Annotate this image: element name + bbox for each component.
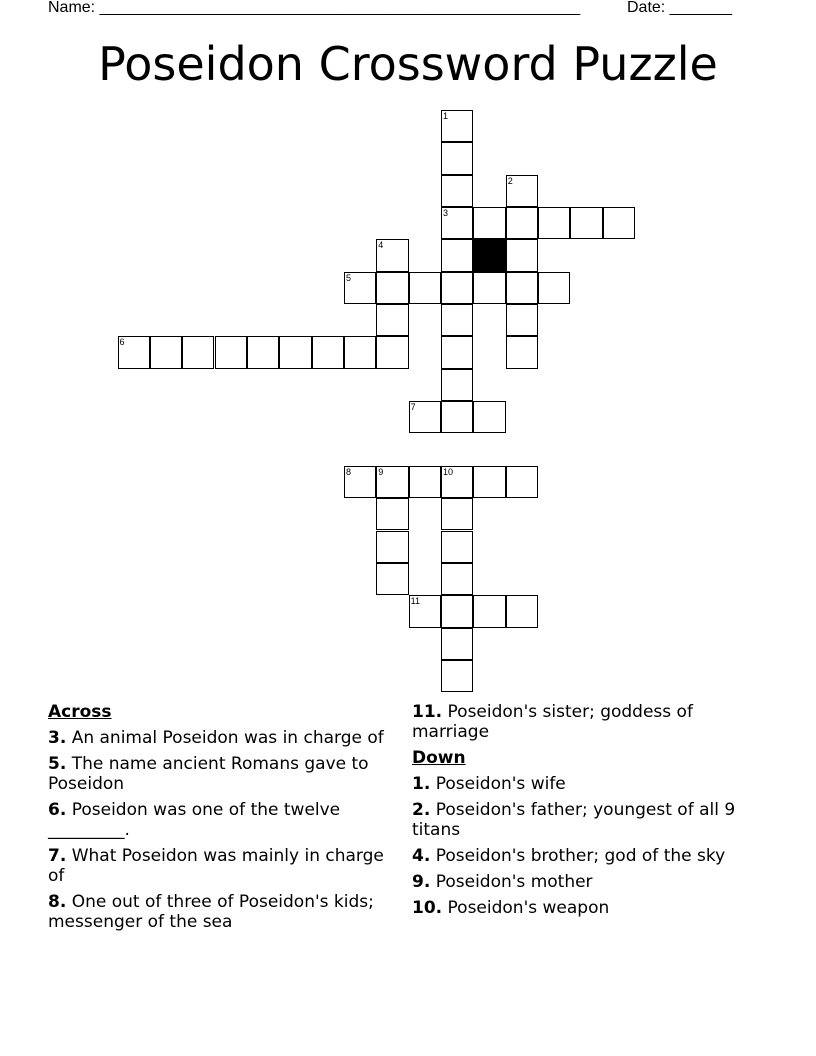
page-title: Poseidon Crossword Puzzle <box>98 37 718 91</box>
grid-cell[interactable] <box>441 531 473 563</box>
grid-cell[interactable] <box>441 207 473 239</box>
grid-cell[interactable] <box>376 498 408 530</box>
grid-cell[interactable] <box>538 207 570 239</box>
grid-cell[interactable] <box>506 336 538 368</box>
grid-cell[interactable] <box>441 142 473 174</box>
grid-cell[interactable] <box>506 272 538 304</box>
clue-number-label: 4 <box>378 240 384 251</box>
down-clue-1 <box>412 774 742 794</box>
grid-cell[interactable] <box>441 401 473 433</box>
across-heading: Across <box>48 702 112 722</box>
grid-cell[interactable] <box>506 239 538 271</box>
grid-cell[interactable] <box>603 207 635 239</box>
grid-cell[interactable] <box>441 628 473 660</box>
grid-cell[interactable] <box>344 466 376 498</box>
clue-number: 8. <box>48 892 67 912</box>
clue-number-label: 6 <box>119 337 125 348</box>
clue-number-label: 2 <box>507 175 513 186</box>
grid-cell[interactable] <box>506 175 538 207</box>
down-clue-2 <box>412 800 742 840</box>
grid-cell[interactable] <box>409 595 441 627</box>
grid-cell[interactable] <box>376 239 408 271</box>
grid-cell[interactable] <box>473 401 505 433</box>
down-clue-9 <box>412 872 742 892</box>
grid-cell[interactable] <box>441 466 473 498</box>
grid-cell[interactable] <box>441 336 473 368</box>
across-clue-3 <box>48 728 388 748</box>
clue-number: 2. <box>412 800 431 820</box>
grid-cell[interactable] <box>409 401 441 433</box>
clue-number: 4. <box>412 846 431 866</box>
grid-cell[interactable] <box>279 336 311 368</box>
name-field-label: Name: ______________________________________________________ <box>48 0 581 16</box>
grid-cell[interactable] <box>344 336 376 368</box>
clue-text: What Poseidon was mainly in charge of <box>48 846 384 886</box>
across-clue-11 <box>412 702 742 742</box>
clue-text: One out of three of Poseidon's kids; messenger of the sea <box>48 892 374 932</box>
grid-cell[interactable] <box>441 175 473 207</box>
down-clue-10 <box>412 898 742 918</box>
grid-cell[interactable] <box>376 563 408 595</box>
grid-cell[interactable] <box>376 531 408 563</box>
grid-cell[interactable] <box>473 272 505 304</box>
grid-cell[interactable] <box>441 110 473 142</box>
clue-text: Poseidon's wife <box>435 774 566 794</box>
grid-cell[interactable] <box>182 336 214 368</box>
grid-cell[interactable] <box>473 466 505 498</box>
grid-cell[interactable] <box>441 239 473 271</box>
grid-cell[interactable] <box>506 595 538 627</box>
grid-cell[interactable] <box>312 336 344 368</box>
grid-cell[interactable] <box>441 272 473 304</box>
clue-number: 7. <box>48 846 67 866</box>
clue-number-label: 9 <box>378 466 384 477</box>
grid-cell[interactable] <box>506 466 538 498</box>
clue-number-label: 3 <box>443 208 449 219</box>
grid-cell[interactable] <box>570 207 602 239</box>
clue-text: Poseidon's weapon <box>447 898 610 918</box>
clue-text: Poseidon was one of the twelve _________. <box>48 800 341 840</box>
grid-cell[interactable] <box>473 207 505 239</box>
grid-cell[interactable] <box>441 595 473 627</box>
clue-number: 1. <box>412 774 431 794</box>
grid-cell[interactable] <box>247 336 279 368</box>
clue-number: 10. <box>412 898 443 918</box>
clue-number: 9. <box>412 872 431 892</box>
grid-cell[interactable] <box>506 304 538 336</box>
grid-cell[interactable] <box>118 336 150 368</box>
grid-cell[interactable] <box>441 498 473 530</box>
grid-cell[interactable] <box>441 660 473 692</box>
clue-number: 3. <box>48 728 67 748</box>
across-clue-6 <box>48 800 388 840</box>
grid-cell[interactable] <box>473 595 505 627</box>
clue-number-label: 5 <box>345 272 351 283</box>
clue-text: Poseidon's father; youngest of all 9 titans <box>412 800 736 840</box>
clue-number-label: 1 <box>443 111 449 121</box>
black-square <box>473 239 505 271</box>
across-clue-5 <box>48 754 388 794</box>
grid-cell[interactable] <box>538 272 570 304</box>
down-heading: Down <box>412 748 466 768</box>
grid-cell[interactable] <box>506 207 538 239</box>
clue-number-label: 10 <box>443 466 454 477</box>
grid-cell[interactable] <box>344 272 376 304</box>
clues-left-column <box>48 702 388 938</box>
grid-cell[interactable] <box>441 304 473 336</box>
clue-number-label: 11 <box>410 596 420 607</box>
date-field-label: Date: _______ <box>627 0 732 16</box>
clue-text: Poseidon's mother <box>435 872 593 892</box>
clue-number: 6. <box>48 800 67 820</box>
grid-cell[interactable] <box>409 466 441 498</box>
clue-text: The name ancient Romans gave to Poseidon <box>48 754 369 794</box>
grid-cell[interactable] <box>441 369 473 401</box>
clue-number: 5. <box>48 754 67 774</box>
grid-cell[interactable] <box>441 563 473 595</box>
clue-number-label: 7 <box>410 402 416 413</box>
down-clue-4 <box>412 846 742 866</box>
clue-text: An animal Poseidon was in charge of <box>71 728 384 748</box>
clue-text: Poseidon's brother; god of the sky <box>435 846 726 866</box>
clue-number-label: 8 <box>345 466 351 477</box>
grid-cell[interactable] <box>215 336 247 368</box>
clue-text: Poseidon's sister; goddess of marriage <box>412 702 693 742</box>
grid-cell[interactable] <box>409 272 441 304</box>
across-clue-8 <box>48 892 388 932</box>
grid-cell[interactable] <box>376 466 408 498</box>
across-clue-7 <box>48 846 388 886</box>
grid-cell[interactable] <box>376 304 408 336</box>
clues-right-column <box>412 702 742 924</box>
grid-cell[interactable] <box>376 336 408 368</box>
grid-cell[interactable] <box>376 272 408 304</box>
clue-number: 11. <box>412 702 443 722</box>
grid-cell[interactable] <box>150 336 182 368</box>
